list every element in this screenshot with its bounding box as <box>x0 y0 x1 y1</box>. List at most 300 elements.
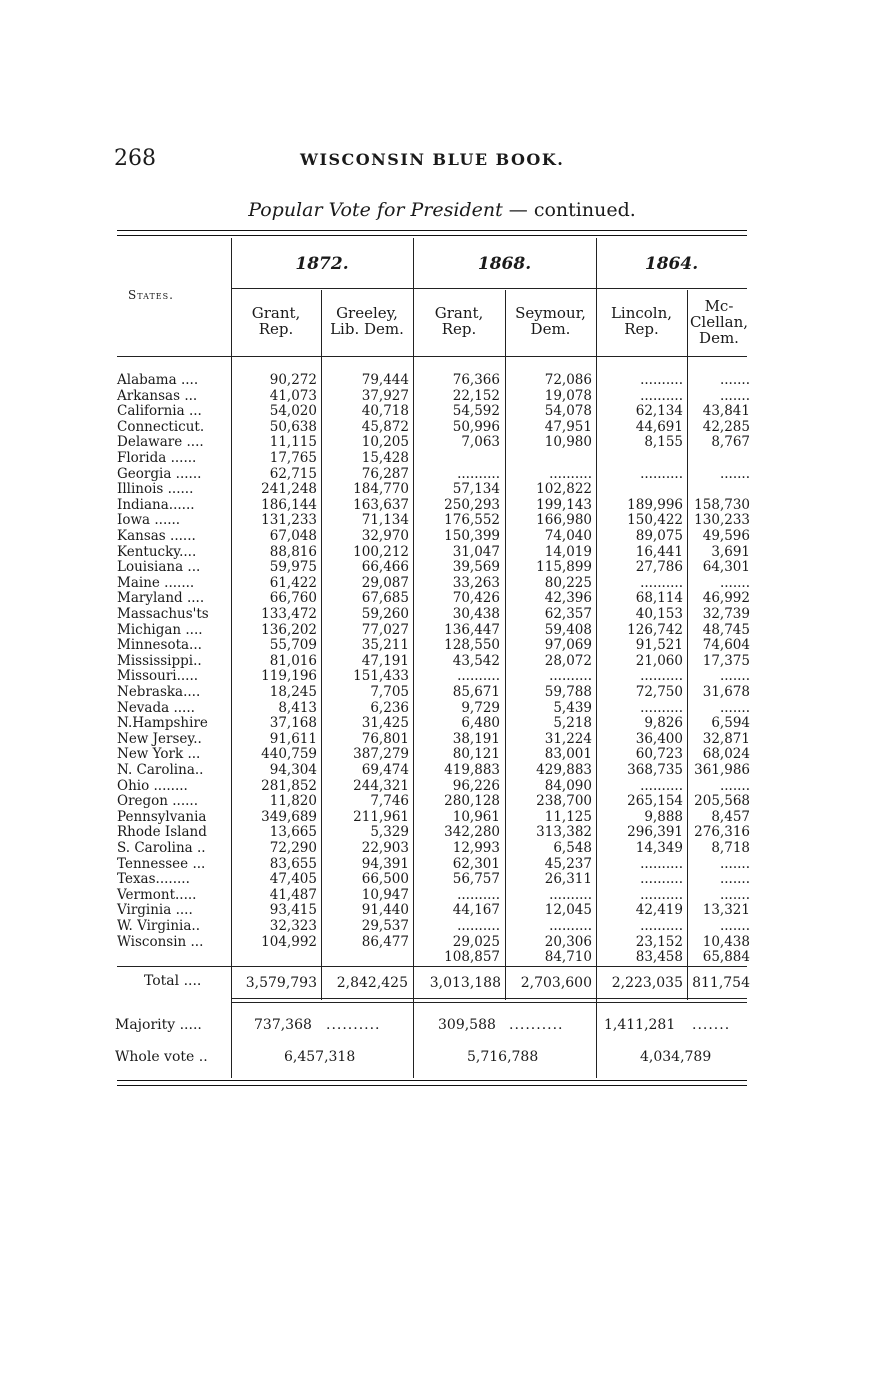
state-name: Kentucky.... <box>117 543 197 560</box>
vote-cell-c5: .......... <box>640 465 683 482</box>
vote-cell-c1: 17,765 <box>269 450 317 466</box>
vote-cell-c4: .......... <box>549 886 592 903</box>
total-lincoln-1864: 2,223,035 <box>611 975 683 991</box>
col-head-line: Greeley, <box>336 304 398 322</box>
col-head-mcclellan-1864 <box>687 298 751 346</box>
vote-cell-c1: 241,248 <box>261 481 317 498</box>
table-row <box>0 762 884 778</box>
table-row <box>0 715 884 731</box>
vote-cell-c6: 361,986 <box>694 762 750 778</box>
vote-cell-c4: 80,225 <box>544 574 592 591</box>
table-row <box>0 512 884 528</box>
vote-cell-c6: ....... <box>719 886 750 903</box>
vote-cell-c1: 55,709 <box>269 637 317 654</box>
vote-cell-c5: 265,154 <box>627 793 683 810</box>
vote-cell-c6: 205,568 <box>694 793 750 810</box>
table-row <box>0 466 884 482</box>
table-row <box>0 668 884 684</box>
year-1868: 1868. <box>477 254 532 274</box>
vote-cell-c6: 48,745 <box>702 621 750 638</box>
vote-cell-c4: 47,951 <box>544 418 592 435</box>
vote-cell-c4: 84,090 <box>544 777 592 794</box>
total-under-rule <box>231 998 747 999</box>
vote-cell-c6: 158,730 <box>694 496 750 513</box>
state-name: W. Virginia.. <box>117 918 200 934</box>
vote-cell-c4: 115,899 <box>536 559 592 576</box>
vote-cell-c6: ....... <box>719 871 750 888</box>
majority-1864: 1,411,281 <box>604 1017 676 1033</box>
vote-cell-c2: 29,087 <box>361 574 409 591</box>
vote-cell-c6: ....... <box>719 387 750 404</box>
col-head-greeley-1872 <box>321 305 413 337</box>
vote-cell-c5: .......... <box>640 777 683 794</box>
total-rule <box>117 966 747 967</box>
vote-cell-c3: 43,542 <box>452 652 500 669</box>
vote-cell-c1: 11,820 <box>269 793 317 810</box>
state-name: N. Carolina.. <box>117 762 204 778</box>
vote-cell-c2: 66,500 <box>361 871 409 888</box>
vote-cell-c5: .......... <box>640 699 683 716</box>
table-row <box>0 544 884 560</box>
total-label: Total .... <box>144 973 202 989</box>
vote-cell-c6: ....... <box>719 918 750 934</box>
vote-cell-c5: 9,826 <box>644 715 683 732</box>
vote-cell-c4: 19,078 <box>544 387 592 404</box>
vote-cell-c6: 17,375 <box>702 652 750 669</box>
majority-1872: 737,368 <box>254 1017 312 1033</box>
state-name: Connecticut. <box>117 418 205 435</box>
whole-vote-1864: 4,034,789 <box>640 1049 712 1065</box>
vote-cell-c3: 57,134 <box>452 481 500 498</box>
state-name: S. Carolina .. <box>117 840 206 856</box>
vote-cell-c4: 6,548 <box>553 840 592 856</box>
vote-cell-c2: 7,746 <box>370 793 409 810</box>
table-row <box>0 934 884 950</box>
col-head-line: Rep. <box>258 320 294 338</box>
table-row <box>0 403 884 419</box>
vote-cell-c2: 10,947 <box>361 886 409 903</box>
vote-cell-c5: .......... <box>640 372 683 388</box>
state-name: Florida ...... <box>117 450 197 466</box>
vote-cell-c4: 74,040 <box>544 528 592 544</box>
col-head-line: Seymour, <box>515 304 586 322</box>
vote-cell-c6: ....... <box>719 855 750 872</box>
vote-cell-c4: 59,408 <box>544 621 592 638</box>
vote-cell-c5: 36,400 <box>635 730 683 747</box>
whole-vote-1868: 5,716,788 <box>467 1049 539 1065</box>
vote-cell-c3: 128,550 <box>444 637 500 654</box>
vote-cell-c3: 7,063 <box>461 434 500 451</box>
vote-cell-c1: 81,016 <box>269 652 317 669</box>
vote-cell-c5: 150,422 <box>627 512 683 529</box>
state-name: Virginia .... <box>117 902 193 919</box>
vote-cell-c4: 11,125 <box>544 808 592 825</box>
vote-cell-c5: 23,152 <box>635 933 683 950</box>
table-caption <box>0 199 884 221</box>
vote-cell-c5: 21,060 <box>635 652 683 669</box>
caption-title: Popular Vote for President <box>248 199 503 221</box>
vote-cell-c1: 32,323 <box>269 918 317 934</box>
vote-cell-c1: 83,655 <box>269 855 317 872</box>
table-row <box>0 840 884 856</box>
vote-cell-c1: 131,233 <box>261 512 317 529</box>
vote-cell-c3: 38,191 <box>452 730 500 747</box>
vote-cell-c1: 281,852 <box>261 777 317 794</box>
vote-cell-c3: 150,399 <box>444 528 500 544</box>
vote-cell-c5: 83,458 <box>635 949 683 966</box>
vote-cell-c6: 74,604 <box>702 637 750 654</box>
table-row <box>0 590 884 606</box>
vote-cell-c3: 250,293 <box>444 496 500 513</box>
vote-cell-c2: 31,425 <box>361 715 409 732</box>
vote-cell-c6: 43,841 <box>702 403 750 420</box>
vote-cell-c3: 50,996 <box>452 418 500 435</box>
vote-cell-c5: 8,155 <box>644 434 683 451</box>
table-row <box>0 481 884 497</box>
vote-cell-c1: 59,975 <box>269 559 317 576</box>
table-row <box>0 606 884 622</box>
vote-cell-c2: 5,329 <box>370 824 409 841</box>
state-name: Rhode Island <box>117 824 207 841</box>
vote-cell-c4: 20,306 <box>544 933 592 950</box>
vote-cell-c1: 37,168 <box>269 715 317 732</box>
vote-cell-c3: .......... <box>457 886 500 903</box>
vote-cell-c5: 42,419 <box>635 902 683 919</box>
table-row <box>0 887 884 903</box>
col-head-line: Grant, <box>251 304 301 322</box>
vote-cell-c3: 108,857 <box>444 949 500 966</box>
state-name: Alabama .... <box>117 372 199 388</box>
table-row <box>0 450 884 466</box>
vote-cell-c2: 184,770 <box>353 481 409 498</box>
vote-cell-c2: 67,685 <box>361 590 409 607</box>
whole-vote-1872: 6,457,318 <box>284 1049 356 1065</box>
vote-cell-c2: 69,474 <box>361 762 409 778</box>
table-row <box>0 809 884 825</box>
vote-cell-c2: 91,440 <box>361 902 409 919</box>
vote-cell-c1: 50,638 <box>269 418 317 435</box>
vote-cell-c1: 62,715 <box>269 465 317 482</box>
vote-cell-c5: 44,691 <box>635 418 683 435</box>
vote-cell-c4: 14,019 <box>544 543 592 560</box>
vote-cell-c4: 5,218 <box>553 715 592 732</box>
vote-cell-c2: 211,961 <box>353 808 409 825</box>
vote-cell-c5: 368,735 <box>627 762 683 778</box>
vote-cell-c3: 419,883 <box>444 762 500 778</box>
table-row <box>0 793 884 809</box>
total-grant-1868: 3,013,188 <box>429 975 501 991</box>
vote-cell-c6: 130,233 <box>694 512 750 529</box>
vote-cell-c4: 102,822 <box>536 481 592 498</box>
vote-cell-c2: 387,279 <box>353 746 409 763</box>
caption-suffix: — continued. <box>508 199 636 221</box>
vote-cell-c3: 29,025 <box>452 933 500 950</box>
table-row <box>0 902 884 918</box>
bottom-rule-inner <box>117 1085 747 1086</box>
table-row <box>0 388 884 404</box>
total-seymour-1868: 2,703,600 <box>520 975 592 991</box>
states-header: States. <box>128 288 174 302</box>
total-under-rule <box>231 1002 747 1003</box>
vote-cell-c4: 199,143 <box>536 496 592 513</box>
vote-cell-c4: 26,311 <box>544 871 592 888</box>
col-head-line: Clellan, <box>689 313 749 331</box>
vote-cell-c6: 6,594 <box>711 715 750 732</box>
vote-cell-c4: 97,069 <box>544 637 592 654</box>
vote-cell-c4: 238,700 <box>536 793 592 810</box>
vote-cell-c1: 90,272 <box>269 372 317 388</box>
vote-cell-c6: 46,992 <box>702 590 750 607</box>
vote-cell-c5: .......... <box>640 871 683 888</box>
vote-cell-c3: 22,152 <box>452 387 500 404</box>
majority-1872-dots: .......... <box>326 1017 381 1033</box>
vote-cell-c3: 280,128 <box>444 793 500 810</box>
vote-cell-c5: 60,723 <box>635 746 683 763</box>
vote-cell-c3: 39,569 <box>452 559 500 576</box>
vote-cell-c5: .......... <box>640 668 683 685</box>
vote-cell-c2: 79,444 <box>361 372 409 388</box>
vote-cell-c5: 296,391 <box>627 824 683 841</box>
vote-cell-c6: 8,767 <box>711 434 750 451</box>
vote-cell-c3: 136,447 <box>444 621 500 638</box>
vote-cell-c6: ....... <box>719 777 750 794</box>
vote-cell-c5: .......... <box>640 918 683 934</box>
vote-cell-c2: 32,970 <box>361 528 409 544</box>
col-head-line: Lib. Dem. <box>330 320 404 338</box>
table-row <box>0 746 884 762</box>
table-row <box>0 731 884 747</box>
state-name: Georgia ...... <box>117 465 202 482</box>
state-name: Minnesota... <box>117 637 202 654</box>
vote-cell-c5: 189,996 <box>627 496 683 513</box>
vote-cell-c1: 67,048 <box>269 528 317 544</box>
vote-cell-c1: 72,290 <box>269 840 317 856</box>
vote-cell-c6: 10,438 <box>702 933 750 950</box>
vote-cell-c3: 12,993 <box>452 840 500 856</box>
vote-cell-c4: 10,980 <box>544 434 592 451</box>
vote-cell-c3: .......... <box>457 668 500 685</box>
col-head-seymour-1868 <box>505 305 596 337</box>
state-name: Indiana...... <box>117 496 195 513</box>
state-name: Mississippi.. <box>117 652 202 669</box>
vote-cell-c1: 104,992 <box>261 933 317 950</box>
vote-cell-c3: 54,592 <box>452 403 500 420</box>
state-name: New York ... <box>117 746 201 763</box>
vote-cell-c3: 30,438 <box>452 606 500 622</box>
vote-cell-c5: 89,075 <box>635 528 683 544</box>
vote-cell-c2: 22,903 <box>361 840 409 856</box>
vote-cell-c1: 61,422 <box>269 574 317 591</box>
whole-vote-label: Whole vote .. <box>115 1049 208 1065</box>
vote-cell-c6: 276,316 <box>694 824 750 841</box>
table-row <box>0 372 884 388</box>
state-name: Kansas ...... <box>117 528 196 544</box>
vote-cell-c5: 14,349 <box>635 840 683 856</box>
vote-cell-c2: 66,466 <box>361 559 409 576</box>
vote-cell-c2: 71,134 <box>361 512 409 529</box>
vote-cell-c2: 94,391 <box>361 855 409 872</box>
vote-cell-c4: 72,086 <box>544 372 592 388</box>
year-1864: 1864. <box>644 254 699 274</box>
col-head-line: Grant, <box>434 304 484 322</box>
col-head-line: Rep. <box>441 320 477 338</box>
vote-cell-c2: 45,872 <box>361 418 409 435</box>
vote-cell-c6: 64,301 <box>702 559 750 576</box>
table-row <box>0 871 884 887</box>
vote-cell-c6: 49,596 <box>702 528 750 544</box>
vote-cell-c6: 13,321 <box>702 902 750 919</box>
vote-cell-c3: 176,552 <box>444 512 500 529</box>
table-row <box>0 653 884 669</box>
vote-cell-c1: 136,202 <box>261 621 317 638</box>
vote-cell-c2: 7,705 <box>370 684 409 700</box>
state-name: Maryland .... <box>117 590 205 607</box>
year-1872: 1872. <box>295 254 349 274</box>
vote-cell-c3: 85,671 <box>452 684 500 700</box>
col-head-line: Rep. <box>624 320 659 338</box>
table-row <box>0 918 884 934</box>
vote-cell-c1: 54,020 <box>269 403 317 420</box>
top-rule-inner <box>117 235 747 236</box>
vote-cell-c5: 72,750 <box>635 684 683 700</box>
col-head-line: Mc- <box>704 297 734 315</box>
vote-cell-c3: 70,426 <box>452 590 500 607</box>
vote-cell-c1: 349,689 <box>261 808 317 825</box>
state-name: Delaware .... <box>117 434 204 451</box>
vote-cell-c4: 83,001 <box>544 746 592 763</box>
col-head-line: Lincoln, <box>610 304 673 322</box>
vote-cell-c2: 40,718 <box>361 403 409 420</box>
vote-cell-c2: 163,637 <box>353 496 409 513</box>
table-row <box>0 434 884 450</box>
vote-cell-c1: 11,115 <box>269 434 317 451</box>
vote-cell-c2: 77,027 <box>361 621 409 638</box>
col-head-grant-1872 <box>231 305 321 337</box>
vote-cell-c5: 9,888 <box>644 808 683 825</box>
state-name: California ... <box>117 403 202 420</box>
vote-cell-c2: 47,191 <box>361 652 409 669</box>
vote-cell-c6: ....... <box>719 372 750 388</box>
vote-cell-c4: 12,045 <box>544 902 592 919</box>
vote-cell-c5: 16,441 <box>635 543 683 560</box>
vote-cell-c3: 10,961 <box>452 808 500 825</box>
vote-cell-c2: 59,260 <box>361 606 409 622</box>
vote-cell-c1: 186,144 <box>261 496 317 513</box>
table-row <box>0 528 884 544</box>
vote-cell-c1: 8,413 <box>278 699 317 716</box>
col-head-line: Dem. <box>699 329 739 347</box>
total-greeley-1872: 2,842,425 <box>336 975 408 991</box>
state-name: New Jersey.. <box>117 730 202 747</box>
vote-cell-c2: 151,433 <box>353 668 409 685</box>
vote-cell-c4: 54,078 <box>544 403 592 420</box>
vote-cell-c1: 91,611 <box>269 730 317 747</box>
state-name: Massachus'ts <box>117 606 209 622</box>
state-name: Michigan .... <box>117 621 203 638</box>
vote-cell-c1: 66,760 <box>269 590 317 607</box>
vote-cell-c6: 32,871 <box>702 730 750 747</box>
vote-cell-c6: 31,678 <box>702 684 750 700</box>
vote-cell-c4: 28,072 <box>544 652 592 669</box>
vote-cell-c2: 86,477 <box>361 933 409 950</box>
vote-cell-c4: 84,710 <box>544 949 592 966</box>
vote-cell-c1: 440,759 <box>261 746 317 763</box>
vote-cell-c4: 31,224 <box>544 730 592 747</box>
total-grant-1872: 3,579,793 <box>245 975 317 991</box>
vote-cell-c1: 18,245 <box>269 684 317 700</box>
vote-cell-c3: 62,301 <box>452 855 500 872</box>
vote-cell-c3: 96,226 <box>452 777 500 794</box>
vote-cell-c4: .......... <box>549 918 592 934</box>
vote-cell-c3: 6,480 <box>461 715 500 732</box>
vote-cell-c6: ....... <box>719 574 750 591</box>
vote-cell-c4: 5,439 <box>553 699 592 716</box>
table-row <box>0 824 884 840</box>
vote-cell-c5: 68,114 <box>635 590 683 607</box>
vote-cell-c3: 44,167 <box>452 902 500 919</box>
table-row <box>0 949 884 965</box>
table-row <box>0 856 884 872</box>
vote-cell-c4: 45,237 <box>544 855 592 872</box>
vote-cell-c1: 94,304 <box>269 762 317 778</box>
vote-cell-c6: 32,739 <box>702 606 750 622</box>
vote-cell-c5: .......... <box>640 387 683 404</box>
vote-cell-c5: 126,742 <box>627 621 683 638</box>
vote-cell-c1: 41,073 <box>269 387 317 404</box>
state-name: Missouri..... <box>117 668 199 685</box>
vote-cell-c3: 342,280 <box>444 824 500 841</box>
vote-cell-c2: 35,211 <box>361 637 409 654</box>
vote-cell-c3: 9,729 <box>461 699 500 716</box>
vote-cell-c6: 68,024 <box>702 746 750 763</box>
vote-cell-c3: 76,366 <box>452 372 500 388</box>
vote-cell-c3: .......... <box>457 918 500 934</box>
vote-cell-c1: 119,196 <box>261 668 317 685</box>
table-row <box>0 622 884 638</box>
table-row <box>0 575 884 591</box>
vote-cell-c2: 244,321 <box>353 777 409 794</box>
page-number: 268 <box>114 146 156 171</box>
vote-cell-c2: 29,537 <box>361 918 409 934</box>
vote-cell-c1: 133,472 <box>261 606 317 622</box>
vote-cell-c4: .......... <box>549 465 592 482</box>
state-name: Nevada ..... <box>117 699 195 716</box>
vote-cell-c2: 76,801 <box>361 730 409 747</box>
state-name: Iowa ...... <box>117 512 181 529</box>
vote-cell-c4: 62,357 <box>544 606 592 622</box>
vote-cell-c5: 62,134 <box>635 403 683 420</box>
top-rule <box>117 230 747 231</box>
vote-cell-c2: 15,428 <box>361 450 409 466</box>
vote-cell-c3: 56,757 <box>452 871 500 888</box>
table-row <box>0 778 884 794</box>
state-name: Ohio ........ <box>117 777 188 794</box>
state-name: Pennsylvania <box>117 808 207 825</box>
vote-cell-c6: 42,285 <box>702 418 750 435</box>
vote-cell-c6: ....... <box>719 668 750 685</box>
state-name: Illinois ...... <box>117 481 194 498</box>
state-name: Nebraska.... <box>117 684 201 700</box>
state-name: Texas........ <box>117 871 190 888</box>
vote-cell-c1: 13,665 <box>269 824 317 841</box>
vote-cell-c2: 37,927 <box>361 387 409 404</box>
vote-cell-c1: 88,816 <box>269 543 317 560</box>
vote-cell-c4: .......... <box>549 668 592 685</box>
vote-cell-c1: 41,487 <box>269 886 317 903</box>
majority-1864-dots: ....... <box>692 1017 731 1033</box>
vote-cell-c1: 93,415 <box>269 902 317 919</box>
state-name: Maine ....... <box>117 574 195 591</box>
